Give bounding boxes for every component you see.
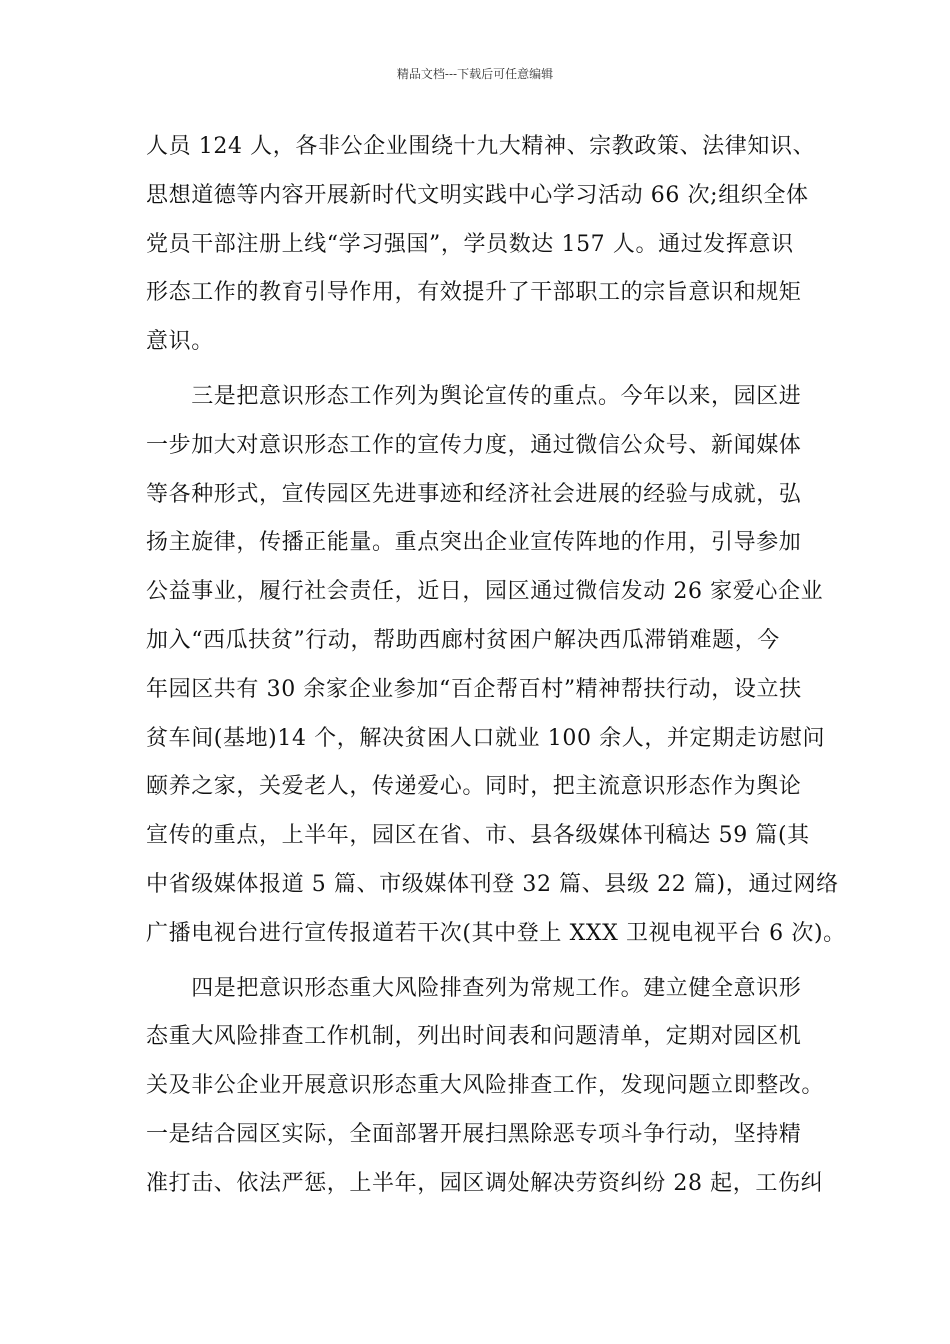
page-header: 精品文档---下载后可任意编辑	[396, 67, 554, 81]
text-line: 关及非公企业开展意识形态重大风险排查工作，发现问题立即整改。	[146, 1073, 825, 1099]
text-line: 四是把意识形态重大风险排查列为常规工作。建立健全意识形	[146, 975, 802, 1001]
text-line: 颐养之家，关爱老人，传递爱心。同时，把主流意识形态作为舆论	[146, 774, 802, 800]
text-line: 贫车间(基地)14 个，解决贫困人口就业 100 余人，并定期走访慰问	[146, 725, 826, 751]
text-line: 加入“西瓜扶贫”行动，帮助西廊村贫困户解决西瓜滞销难题，今	[146, 627, 780, 653]
text-line: 意识。	[146, 329, 214, 355]
text-line: 公益事业，履行社会责任，近日，园区通过微信发动 26 家爱心企业	[146, 579, 824, 605]
document-body	[146, 123, 846, 1209]
text-line: 广播电视台进行宣传报道若干次(其中登上 XXX 卫视电视平台 6 次)。	[146, 920, 846, 946]
text-line: 态重大风险排查工作机制，列出时间表和问题清单，定期对园区机	[146, 1024, 802, 1050]
text-line: 党员干部注册上线“学习强国”，学员数达 157 人。通过发挥意识	[146, 231, 794, 257]
text-line: 一是结合园区实际，全面部署开展扫黑除恶专项斗争行动，坚持精	[146, 1121, 802, 1147]
text-line: 思想道德等内容开展新时代文明实践中心学习活动 66 次;组织全体	[146, 182, 809, 208]
text-line: 年园区共有 30 余家企业参加“百企帮百村”精神帮扶行动，设立扶	[146, 676, 802, 702]
text-line: 形态工作的教育引导作用，有效提升了干部职工的宗旨意识和规矩	[146, 280, 802, 306]
text-line: 一步加大对意识形态工作的宣传力度，通过微信公众号、新闻媒体	[146, 432, 802, 458]
text-line: 人员 124 人，各非公企业围绕十九大精神、宗教政策、法律知识、	[146, 134, 816, 159]
text-line: 中省级媒体报道 5 篇、市级媒体刊登 32 篇、县级 22 篇)，通过网络	[146, 871, 839, 897]
text-line: 三是把意识形态工作列为舆论宣传的重点。今年以来，园区进	[146, 383, 802, 409]
text-line: 等各种形式，宣传园区先进事迹和经济社会进展的经验与成就，弘	[146, 481, 802, 507]
text-line: 准打击、依法严惩，上半年，园区调处解决劳资纠纷 28 起，工伤纠	[146, 1170, 824, 1196]
text-line: 扬主旋律，传播正能量。重点突出企业宣传阵地的作用，引导参加	[146, 530, 802, 556]
text-line: 宣传的重点，上半年，园区在省、市、县各级媒体刊稿达 59 篇(其	[146, 823, 810, 849]
